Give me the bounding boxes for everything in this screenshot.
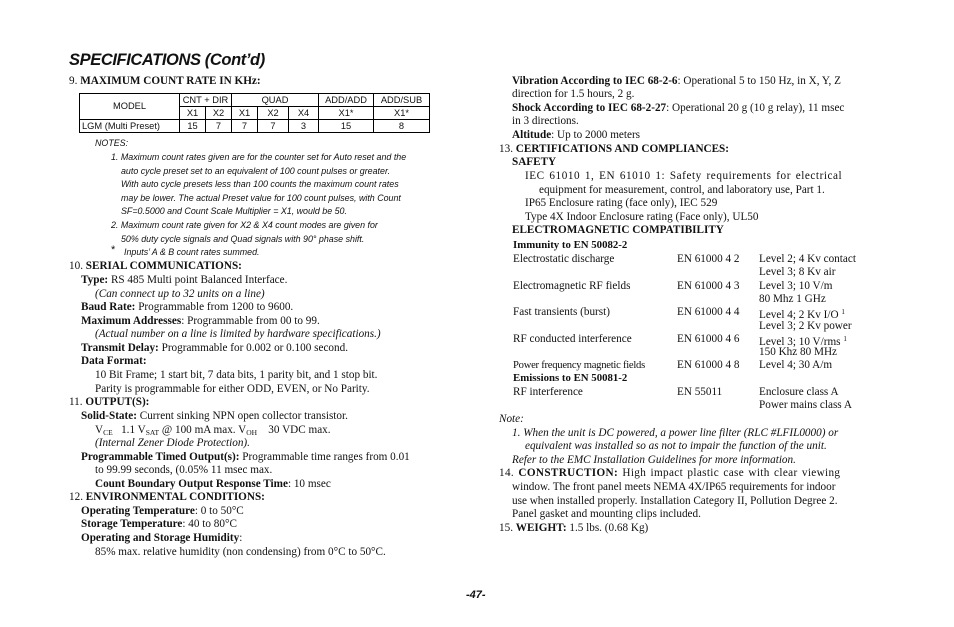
type4x-rating: Type 4X Indoor Enclosure rating (Face only), UL50 bbox=[525, 211, 759, 223]
sub-header: X1 bbox=[232, 107, 258, 120]
safety-heading bbox=[512, 156, 556, 170]
section-number: 14. bbox=[499, 467, 515, 479]
max-addresses bbox=[81, 315, 320, 329]
storage-temperature bbox=[81, 518, 237, 532]
section-title: SERIAL COMMUNICATIONS: bbox=[85, 260, 242, 272]
emc-standard: EN 61000 4 3 bbox=[677, 280, 740, 292]
section-number: 9. bbox=[69, 75, 78, 87]
page-title: SPECIFICATIONS (Cont’d) bbox=[69, 51, 265, 69]
table-row bbox=[80, 120, 430, 133]
section-12-heading bbox=[69, 491, 265, 505]
emc-note-label bbox=[499, 413, 524, 427]
construction-line: window. The front panel meets NEMA 4X/IP65 requirements for indoor bbox=[512, 481, 836, 493]
count-rate-table bbox=[79, 93, 430, 133]
note-2-line: 50% duty cycle signals and Quad signals with 90° phase shift. bbox=[121, 233, 365, 244]
section-11-heading bbox=[69, 396, 149, 410]
timed-output bbox=[81, 451, 410, 465]
emc-level: Level 2; 4 Kv contact bbox=[759, 253, 856, 265]
v-sat-value: @ 100 mA max. V bbox=[159, 424, 247, 436]
value: Programmable for 0.002 or 0.100 second. bbox=[158, 342, 349, 354]
emc-level: Enclosure class A bbox=[759, 386, 839, 398]
label: Operating Temperature bbox=[81, 505, 195, 517]
data-format-line: 10 Bit Frame; 1 start bit, 7 data bits, 1 parity bit, and 1 stop bit. bbox=[95, 369, 378, 381]
emc-level: 80 Mhz 1 GHz bbox=[759, 293, 826, 305]
vibration-line: direction for 1.5 hours, 2 g. bbox=[512, 88, 635, 100]
note: Refer to the EMC Installation Guidelines for more information. bbox=[512, 454, 796, 466]
sub-header: X2 bbox=[258, 107, 289, 120]
label: Altitude bbox=[512, 129, 552, 141]
label: Data Format: bbox=[81, 355, 147, 367]
humidity-label bbox=[81, 532, 242, 546]
table-cell: 7 bbox=[258, 120, 289, 133]
section-10-heading bbox=[69, 260, 242, 274]
note-1-line: may be lower. The actual Preset value for 100 count pulses, with Count bbox=[121, 192, 401, 203]
notes-label: NOTES: bbox=[95, 138, 129, 148]
section-title: ENVIRONMENTAL CONDITIONS: bbox=[85, 491, 265, 503]
max-addresses-note bbox=[95, 328, 381, 342]
note-1-line: auto cycle preset set to an equivalent of 100 count pulses or greater. bbox=[121, 165, 391, 176]
section-number: 12. bbox=[69, 491, 83, 503]
construction-line: use when installed properly. Installation Category II, Pollution Degree 2. bbox=[512, 495, 838, 507]
section-title: MAXIMUM COUNT RATE IN KHz: bbox=[80, 75, 261, 87]
altitude bbox=[512, 129, 640, 143]
sub-header: X1 bbox=[180, 107, 206, 120]
value: : Up to 2000 meters bbox=[551, 129, 641, 141]
value: RS 485 Multi point Balanced Interface. bbox=[108, 274, 288, 286]
section-15-heading bbox=[499, 522, 648, 536]
construction-line: Panel gasket and mounting clips included. bbox=[512, 508, 701, 520]
emissions-heading bbox=[513, 372, 627, 386]
v-ce-value: 1.1 V bbox=[121, 424, 146, 436]
value: : Operational 5 to 150 Hz, in X, Y, Z bbox=[677, 75, 841, 87]
iec-line: equipment for measurement, control, and laboratory use, Part 1. bbox=[539, 184, 825, 196]
col-add-sub: ADD/SUB bbox=[374, 94, 430, 107]
label: Transmit Delay: bbox=[81, 342, 159, 354]
section-13-heading bbox=[499, 143, 729, 157]
table-cell: 7 bbox=[232, 120, 258, 133]
iec-line: IEC 61010 1, EN 61010 1: Safety requirements for electrical bbox=[525, 170, 843, 182]
label: ELECTROMAGNETIC COMPATIBILITY bbox=[512, 224, 724, 236]
col-add-add: ADD/ADD bbox=[319, 94, 374, 107]
emc-standard: EN 61000 4 4 bbox=[677, 306, 740, 318]
emc-test-name: RF conducted interference bbox=[513, 333, 632, 345]
value: 1.5 lbs. (0.68 Kg) bbox=[566, 522, 649, 534]
v-ce-sub: CE bbox=[103, 428, 113, 437]
operating-temperature bbox=[81, 505, 244, 519]
value: : 10 msec bbox=[287, 478, 331, 490]
note: Note: bbox=[499, 413, 524, 425]
label: Emissions to EN 50081-2 bbox=[513, 372, 628, 384]
emc-standard: EN 55011 bbox=[677, 386, 723, 398]
note-1-line: With auto cycle presets less than 100 counts the maximum count rates bbox=[121, 179, 399, 189]
data-format-line: Parity is programmable for either ODD, EVEN, or No Parity. bbox=[95, 383, 370, 395]
note-1-line: SF=0.5000 and Count Scale Multiplier = X1, would be 50. bbox=[121, 206, 347, 216]
emc-standard: EN 61000 4 6 bbox=[677, 333, 740, 345]
label: Count Boundary Output Response Time bbox=[95, 478, 288, 490]
serial-type bbox=[81, 274, 287, 288]
table-cell: 15 bbox=[180, 120, 206, 133]
emc-heading bbox=[512, 224, 724, 238]
label: Immunity to EN 50082-2 bbox=[513, 239, 628, 251]
value: Current sinking NPN open collector transistor. bbox=[136, 410, 348, 422]
timed-output-line: to 99.99 seconds, (0.05% 11 msec max. bbox=[95, 464, 273, 476]
label: Programmable Timed Output(s): bbox=[81, 451, 240, 463]
col-model: MODEL bbox=[80, 94, 180, 120]
col-quad: QUAD bbox=[232, 94, 319, 107]
section-title: OUTPUT(S): bbox=[85, 396, 150, 408]
table-cell: 7 bbox=[206, 120, 232, 133]
section-number: 10. bbox=[69, 260, 83, 272]
value: : 0 to 50°C bbox=[194, 505, 244, 517]
emc-note-line bbox=[525, 440, 827, 454]
footnote-mark: 1 bbox=[843, 335, 847, 343]
level-text: Level 3; 10 V/rms bbox=[759, 336, 841, 348]
note: (Actual number on a line is limited by hardware specifications.) bbox=[95, 328, 381, 340]
vibration bbox=[512, 75, 841, 89]
baud-rate bbox=[81, 301, 293, 315]
serial-type-note bbox=[95, 288, 265, 302]
count-boundary bbox=[95, 478, 331, 492]
value: Programmable from 1200 to 9600. bbox=[135, 301, 294, 313]
label: SAFETY bbox=[512, 156, 557, 168]
footnote-mark: 1 bbox=[841, 308, 845, 316]
label: Operating and Storage Humidity bbox=[81, 532, 240, 544]
v-oh-sub: OH bbox=[246, 428, 258, 437]
emc-note-line bbox=[512, 427, 838, 441]
v-sat-sub: SAT bbox=[145, 428, 160, 437]
section-title: WEIGHT: bbox=[515, 522, 567, 534]
table-cell: 15 bbox=[319, 120, 374, 133]
table-cell: 3 bbox=[289, 120, 319, 133]
sub-header: X4 bbox=[289, 107, 319, 120]
v-ce: V bbox=[95, 424, 104, 436]
label: Storage Temperature bbox=[81, 518, 183, 530]
label: Vibration According to IEC 68-2-6 bbox=[512, 75, 678, 87]
label: Baud Rate: bbox=[81, 301, 136, 313]
note: equivalent was installed so as not to impair the function of the unit. bbox=[525, 440, 827, 452]
emc-test-name: Electromagnetic RF fields bbox=[513, 280, 631, 292]
label: Type: bbox=[81, 274, 109, 286]
emc-level: Level 3; 2 Kv power bbox=[759, 320, 852, 332]
table-cell: 8 bbox=[374, 120, 430, 133]
emc-test-name: RF interference bbox=[513, 386, 583, 398]
level-text: Level 4; 2 Kv I/O bbox=[759, 309, 839, 321]
section-number: 15. bbox=[499, 522, 513, 534]
value: : Programmable from 00 to 99. bbox=[181, 315, 320, 327]
sub-header: X2 bbox=[206, 107, 232, 120]
shock-line: in 3 directions. bbox=[512, 115, 579, 127]
note: 1. When the unit is DC powered, a power line filter (RLC #LFIL0000) or bbox=[512, 427, 839, 439]
v-oh-value: 30 VDC max. bbox=[268, 424, 331, 436]
label: Maximum Addresses bbox=[81, 315, 182, 327]
page-number: -47- bbox=[466, 589, 486, 601]
sub-header: X1* bbox=[374, 107, 430, 120]
data-format-label bbox=[81, 355, 147, 369]
solid-state bbox=[81, 410, 348, 424]
col-cnt-dir: CNT + DIR bbox=[180, 94, 232, 107]
emc-note-line bbox=[512, 454, 796, 468]
section-number: 11. bbox=[69, 396, 83, 408]
transmit-delay bbox=[81, 342, 348, 356]
section-number: 13. bbox=[499, 143, 513, 155]
label: Solid-State: bbox=[81, 410, 137, 422]
value: High impact plastic case with clear viewing bbox=[618, 467, 841, 479]
emc-level: 150 Khz 80 MHz bbox=[759, 346, 837, 358]
note-star: Inputs’ A & B count rates summed. bbox=[124, 247, 260, 257]
emc-standard: EN 61000 4 8 bbox=[677, 359, 740, 371]
emc-level: Power mains class A bbox=[759, 399, 852, 411]
ip65-rating: IP65 Enclosure rating (face only), IEC 529 bbox=[525, 197, 718, 209]
label: Shock According to IEC 68-2-27 bbox=[512, 102, 667, 114]
section-9-heading bbox=[69, 75, 261, 89]
value: : 40 to 80°C bbox=[182, 518, 237, 530]
emc-standard: EN 61000 4 2 bbox=[677, 253, 740, 265]
section-title: CERTIFICATIONS AND COMPLIANCES: bbox=[515, 143, 730, 155]
section-14-heading bbox=[499, 467, 840, 481]
section-title: CONSTRUCTION: bbox=[518, 467, 619, 479]
note-2-line: 2. Maximum count rate given for X2 & X4 count modes are given for bbox=[111, 220, 378, 230]
colon: : bbox=[239, 532, 243, 544]
humidity-value: 85% max. relative humidity (non condensing) from 0°C to 50°C. bbox=[95, 546, 386, 558]
emc-test-name: Electrostatic discharge bbox=[513, 253, 615, 265]
immunity-heading bbox=[513, 239, 627, 253]
note: (Can connect up to 32 units on a line) bbox=[95, 288, 265, 300]
value: Programmable time ranges from 0.01 bbox=[239, 451, 410, 463]
sub-header: X1* bbox=[319, 107, 374, 120]
row-label: LGM (Multi Preset) bbox=[80, 120, 180, 133]
emc-level: Level 4; 30 A/m bbox=[759, 359, 833, 371]
value: : Operational 20 g (10 g relay), 11 msec bbox=[666, 102, 845, 114]
emc-test-name: Power frequency magnetic fields bbox=[513, 360, 645, 371]
emc-level: Level 3; 10 V/m bbox=[759, 280, 833, 292]
zener-note bbox=[95, 437, 250, 451]
note-star-mark: * bbox=[111, 244, 116, 256]
emc-level: Level 3; 8 Kv air bbox=[759, 266, 836, 278]
shock bbox=[512, 102, 844, 116]
note-1-line: 1. Maximum count rates given are for the counter set for Auto reset and the bbox=[111, 152, 407, 162]
note: (Internal Zener Diode Protection). bbox=[95, 437, 250, 449]
emc-test-name: Fast transients (burst) bbox=[513, 306, 610, 318]
